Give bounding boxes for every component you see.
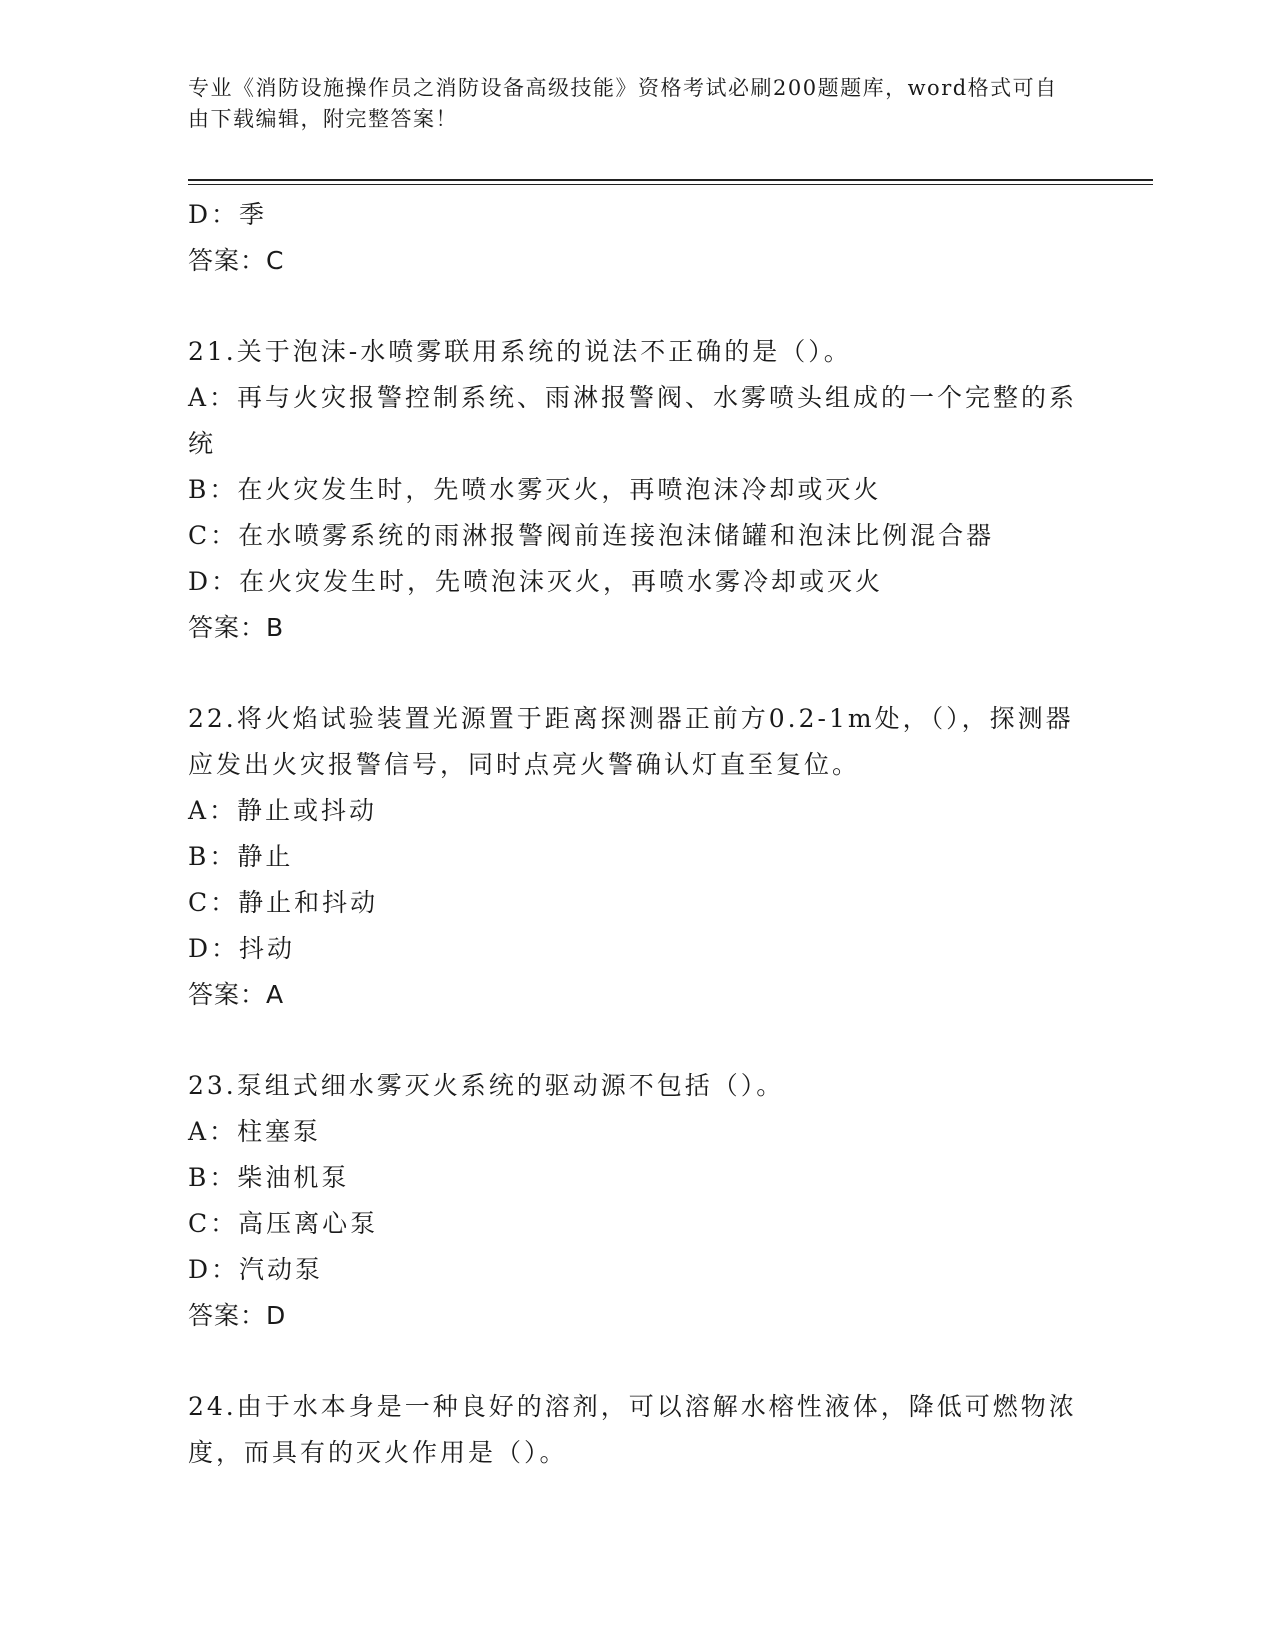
option-d: D：在火灾发生时，先喷泡沫灭火，再喷水雾冷却或灭火 — [188, 567, 884, 596]
question-24 — [188, 1384, 1088, 1476]
question-23 — [188, 1063, 1088, 1339]
header-divider-thick — [188, 179, 1153, 181]
document-header — [188, 73, 1068, 135]
question-22 — [188, 696, 1088, 1018]
question-text: 24.由于水本身是一种良好的溶剂，可以溶解水榕性液体，降低可燃物浓度，而具有的灭火作用是（）。 — [188, 1392, 1077, 1467]
option-c: C：静止和抖动 — [188, 888, 379, 917]
option-d: D：季 — [188, 200, 268, 229]
option-b: B：在火灾发生时，先喷水雾灭火，再喷泡沫冷却或灭火 — [188, 475, 882, 504]
option-d: D：汽动泵 — [188, 1255, 324, 1284]
option-c: C：在水喷雾系统的雨淋报警阀前连接泡沫储罐和泡沫比例混合器 — [188, 521, 995, 550]
option-b: B：柴油机泵 — [188, 1163, 350, 1192]
question-text: 22.将火焰试验装置光源置于距离探测器正前方0.2-1m处，（），探测器应发出火灾报警信号，同时点亮火警确认灯直至复位。 — [188, 704, 1074, 779]
option-a: A：柱塞泵 — [188, 1117, 322, 1146]
answer-line: 答案：A — [188, 980, 285, 1009]
question-content — [188, 192, 1088, 1476]
previous-question-tail — [188, 192, 1088, 284]
option-d: D：抖动 — [188, 934, 296, 963]
option-a: A：再与火灾报警控制系统、雨淋报警阀、水雾喷头组成的一个完整的系统 — [188, 383, 1078, 458]
answer-line: 答案：C — [188, 246, 285, 275]
question-21 — [188, 329, 1088, 651]
question-text: 23.泵组式细水雾灭火系统的驱动源不包括（）。 — [188, 1071, 785, 1100]
option-a: A：静止或抖动 — [188, 796, 378, 825]
answer-line: 答案：B — [188, 613, 285, 642]
answer-line: 答案：D — [188, 1301, 287, 1330]
option-b: B：静止 — [188, 842, 294, 871]
option-c: C：高压离心泵 — [188, 1209, 379, 1238]
question-text: 21.关于泡沫-水喷雾联用系统的说法不正确的是（）。 — [188, 337, 852, 366]
header-divider-thin — [188, 184, 1153, 185]
header-title: 专业《消防设施操作员之消防设备高级技能》资格考试必刷200题题库，word格式可自由下载编辑，附完整答案！ — [188, 76, 1058, 131]
